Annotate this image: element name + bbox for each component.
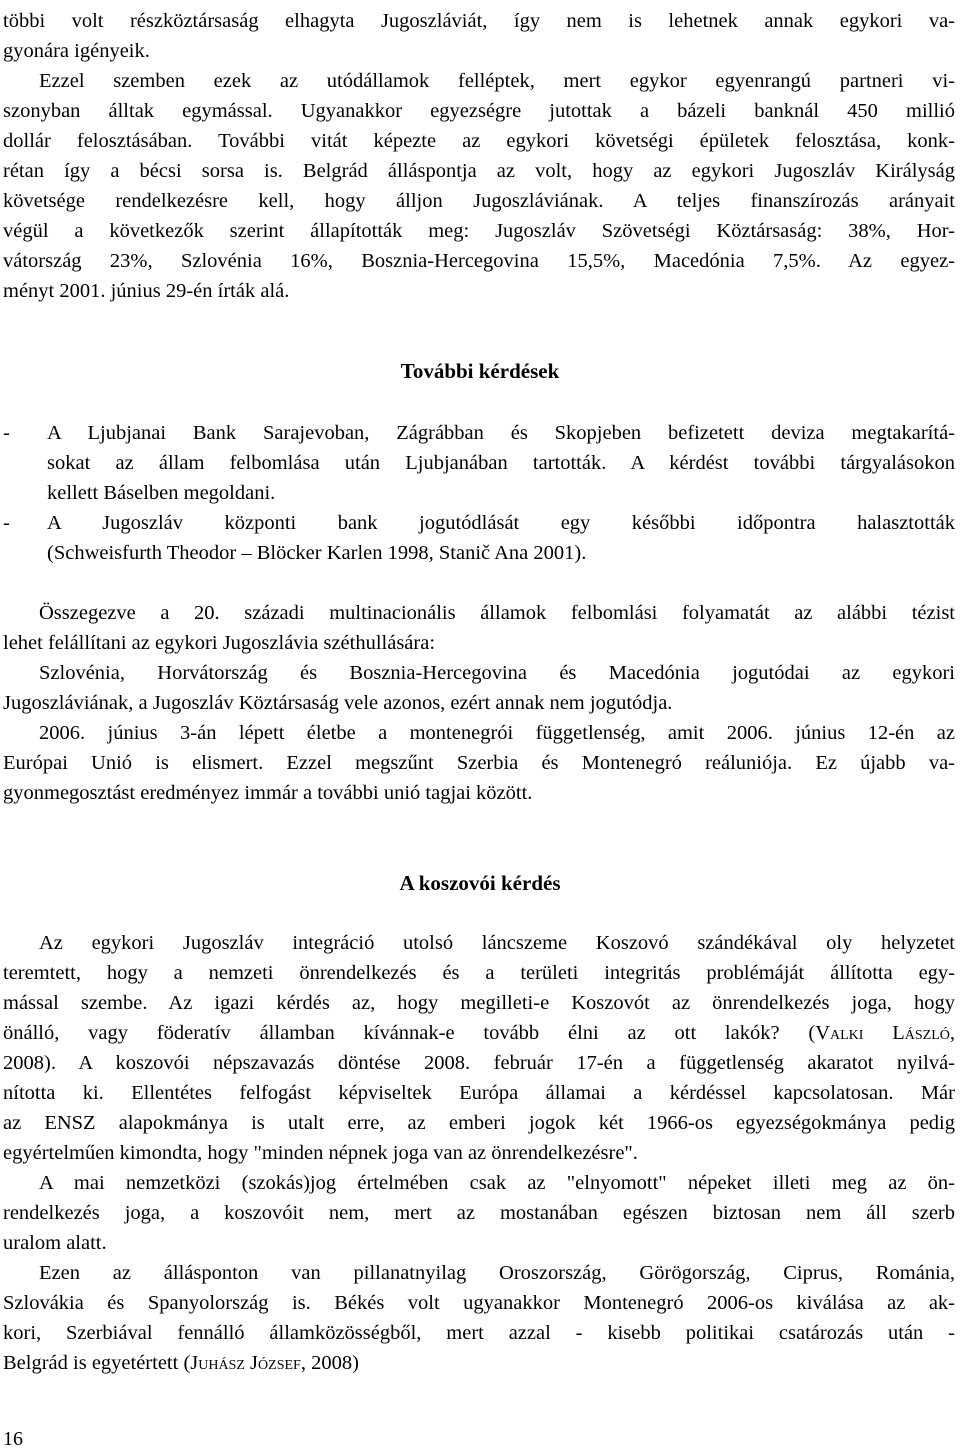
text-line: Szlovénia, Horvátország és Bosznia-Hercegovina és Macedónia jogutódai az egykori (39, 662, 955, 684)
text-line: Ezzel szemben ezek az utódállamok felléptek, mert egykor egyenrangú partneri vi- (39, 70, 955, 92)
citation-close: , (949, 1022, 955, 1044)
text-line: teremtett, hogy a nemzeti önrendelkezés és a területi integritás problémáját állította egy- (3, 962, 955, 984)
text-line: mással szembe. Az igazi kérdés az, hogy megilleti-e Koszovót az önrendelkezés joga, hogy (3, 992, 955, 1014)
text-line: Szlovákia és Spanyolország is. Békés volt ugyanakkor Montenegró 2006-os kiválása az ak- (3, 1292, 955, 1314)
text-line: követsége rendelkezésre kell, hogy álljon Jugoszláviának. A teljes finanszírozás arányait (3, 190, 955, 212)
text-line: kori, Szerbiával fennálló államközösségből, mert azzal - kisebb politikai csatározás után - (3, 1322, 955, 1344)
text-line: A Ljubjanai Bank Sarajevoban, Zágrábban és Skopjeben befizetett deviza megtakarítá- (47, 422, 955, 444)
section-heading-kosovo-question: A koszovói kérdés (399, 871, 561, 895)
page-number: 16 (3, 1428, 23, 1450)
text-line: lehet felállítani az egykori Jugoszlávia széthullására: (3, 632, 436, 654)
text-line: többi volt részköztársaság elhagyta Jugoszláviát, így nem is lehetnek annak egykori va- (3, 10, 955, 32)
text-line: végül a következők szerint állapították meg: Jugoszláv Szövetségi Köztársaság: 38%, Hor- (3, 220, 955, 242)
list-dash: - (3, 422, 10, 444)
text-line: sokat az állam felbomlása után Ljubjanában tartották. A kérdést további tárgyalásokon (47, 452, 955, 474)
citation-close: , 2008) (300, 1352, 359, 1374)
text-line: Jugoszláviának, a Jugoszláv Köztársaság vele azonos, ezért annak nem jogutódja. (3, 692, 673, 714)
text-line: A Jugoszláv központi bank jogutódlását egy későbbi időpontra halasztották (47, 512, 955, 534)
list-dash: - (3, 512, 10, 534)
text-line: gyonára igényeik. (3, 40, 150, 62)
citation-lead-text: Belgrád is egyetértett ( (3, 1352, 191, 1374)
text-line: Ezen az állásponton van pillanatnyilag Oroszország, Görögország, Ciprus, Románia, (39, 1262, 955, 1284)
text-line: uralom alatt. (3, 1232, 107, 1254)
text-line: (Schweisfurth Theodor – Blöcker Karlen 1998, Stanič Ana 2001). (47, 542, 587, 564)
text-line: Összegezve a 20. századi multinacionális államok felbomlási folyamatát az alábbi tézist (39, 602, 955, 624)
citation-author: Juhász József (190, 1352, 301, 1374)
citation-author: Valki László (815, 1022, 950, 1044)
text-line: 2008). A koszovói népszavazás döntése 2008. február 17-én a függetlenség akaratot nyilvá- (3, 1052, 955, 1074)
citation-lead-text: önálló, vagy föderatív államban kívánnak-e tovább élni az ott lakók? ( (3, 1022, 816, 1044)
text-line: az ENSZ alapokmánya is utalt erre, az emberi jogok két 1966-os egyezségokmánya pedig (3, 1112, 955, 1134)
text-line: szonyban álltak egymással. Ugyanakkor egyezségre jutottak a bázeli banknál 450 millió (3, 100, 955, 122)
section-heading-further-questions: További kérdések (400, 359, 560, 383)
text-line: Európai Unió is elismert. Ezzel megszűnt Szerbia és Montenegró reáluniója. Ez újabb va- (3, 752, 955, 774)
text-line-with-citation (3, 1348, 955, 1379)
text-line: rétan így a bécsi sorsa is. Belgrád álláspontja az volt, hogy az egykori Jugoszláv Királyság (3, 160, 955, 182)
text-line-with-citation (3, 1018, 955, 1049)
text-line: ményt 2001. június 29-én írták alá. (3, 280, 290, 302)
text-line: kellett Báselben megoldani. (47, 482, 276, 504)
text-line: Az egykori Jugoszláv integráció utolsó láncszeme Koszovó szándékával oly helyzetet (39, 932, 955, 954)
text-line: rendelkezés joga, a koszovóit nem, mert az mostanában egészen biztosan nem áll szerb (3, 1202, 955, 1224)
text-line: 2006. június 3-án lépett életbe a montenegrói függetlenség, amit 2006. június 12-én az (39, 722, 955, 744)
text-line: A mai nemzetközi (szokás)jog értelmében csak az "elnyomott" népeket illeti meg az ön- (39, 1172, 955, 1194)
text-line: egyértelműen kimondta, hogy "minden népnek joga van az önrendelkezésre". (3, 1142, 638, 1164)
text-line: nította ki. Ellentétes felfogást képviseltek Európa államai a kérdéssel kapcsolatosan. Már (3, 1082, 955, 1104)
list-item (3, 508, 955, 604)
list-item (3, 418, 955, 514)
text-line: gyonmegosztást eredményez immár a további unió tagjai között. (3, 782, 533, 804)
text-line: dollár felosztásában. További vitát képezte az egykori követségi épületek felosztása, konk- (3, 130, 955, 152)
text-line: vátország 23%, Szlovénia 16%, Bosznia-Hercegovina 15,5%, Macedónia 7,5%. Az egyez- (3, 250, 955, 272)
